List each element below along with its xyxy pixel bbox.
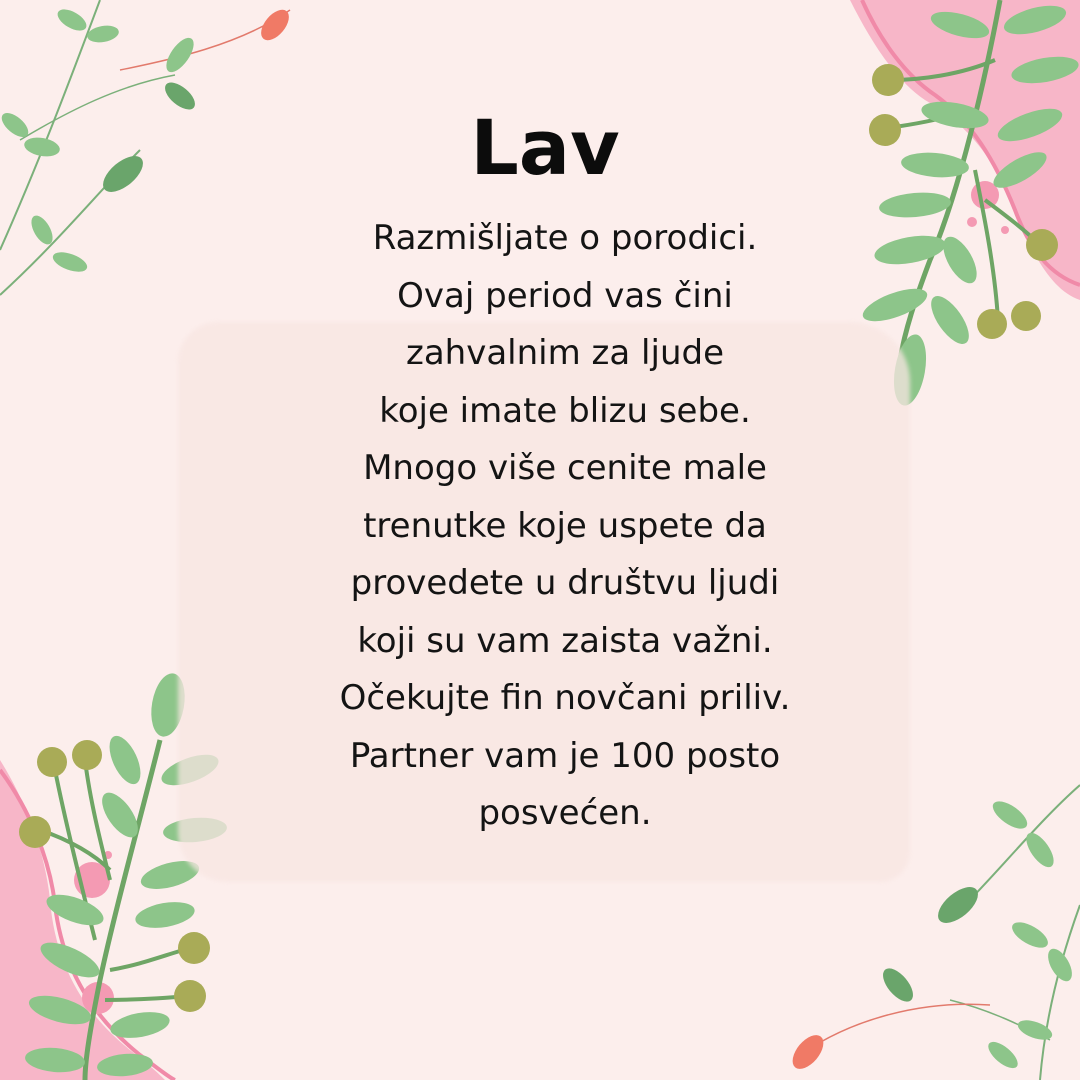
horoscope-text	[250, 210, 880, 843]
text-line: trenutke koje uspete da	[363, 505, 767, 546]
text-line: koji su vam zaista važni.	[357, 620, 773, 661]
text-line: koje imate blizu sebe.	[379, 390, 751, 431]
text-line: posvećen.	[478, 793, 652, 833]
text-line: Partner vam je 100 posto	[349, 735, 781, 776]
text-line: Ovaj period vas čini	[397, 275, 733, 316]
text-line: Razmišljate o porodici.	[372, 218, 758, 258]
text-line: provedete u društvu ljudi	[350, 563, 780, 603]
text-line: Mnogo više cenite male	[363, 448, 767, 488]
text-line: zahvalnim za ljude	[406, 333, 724, 373]
card-title: Lav	[470, 103, 620, 192]
text-line: Očekujte fin novčani priliv.	[339, 678, 791, 718]
